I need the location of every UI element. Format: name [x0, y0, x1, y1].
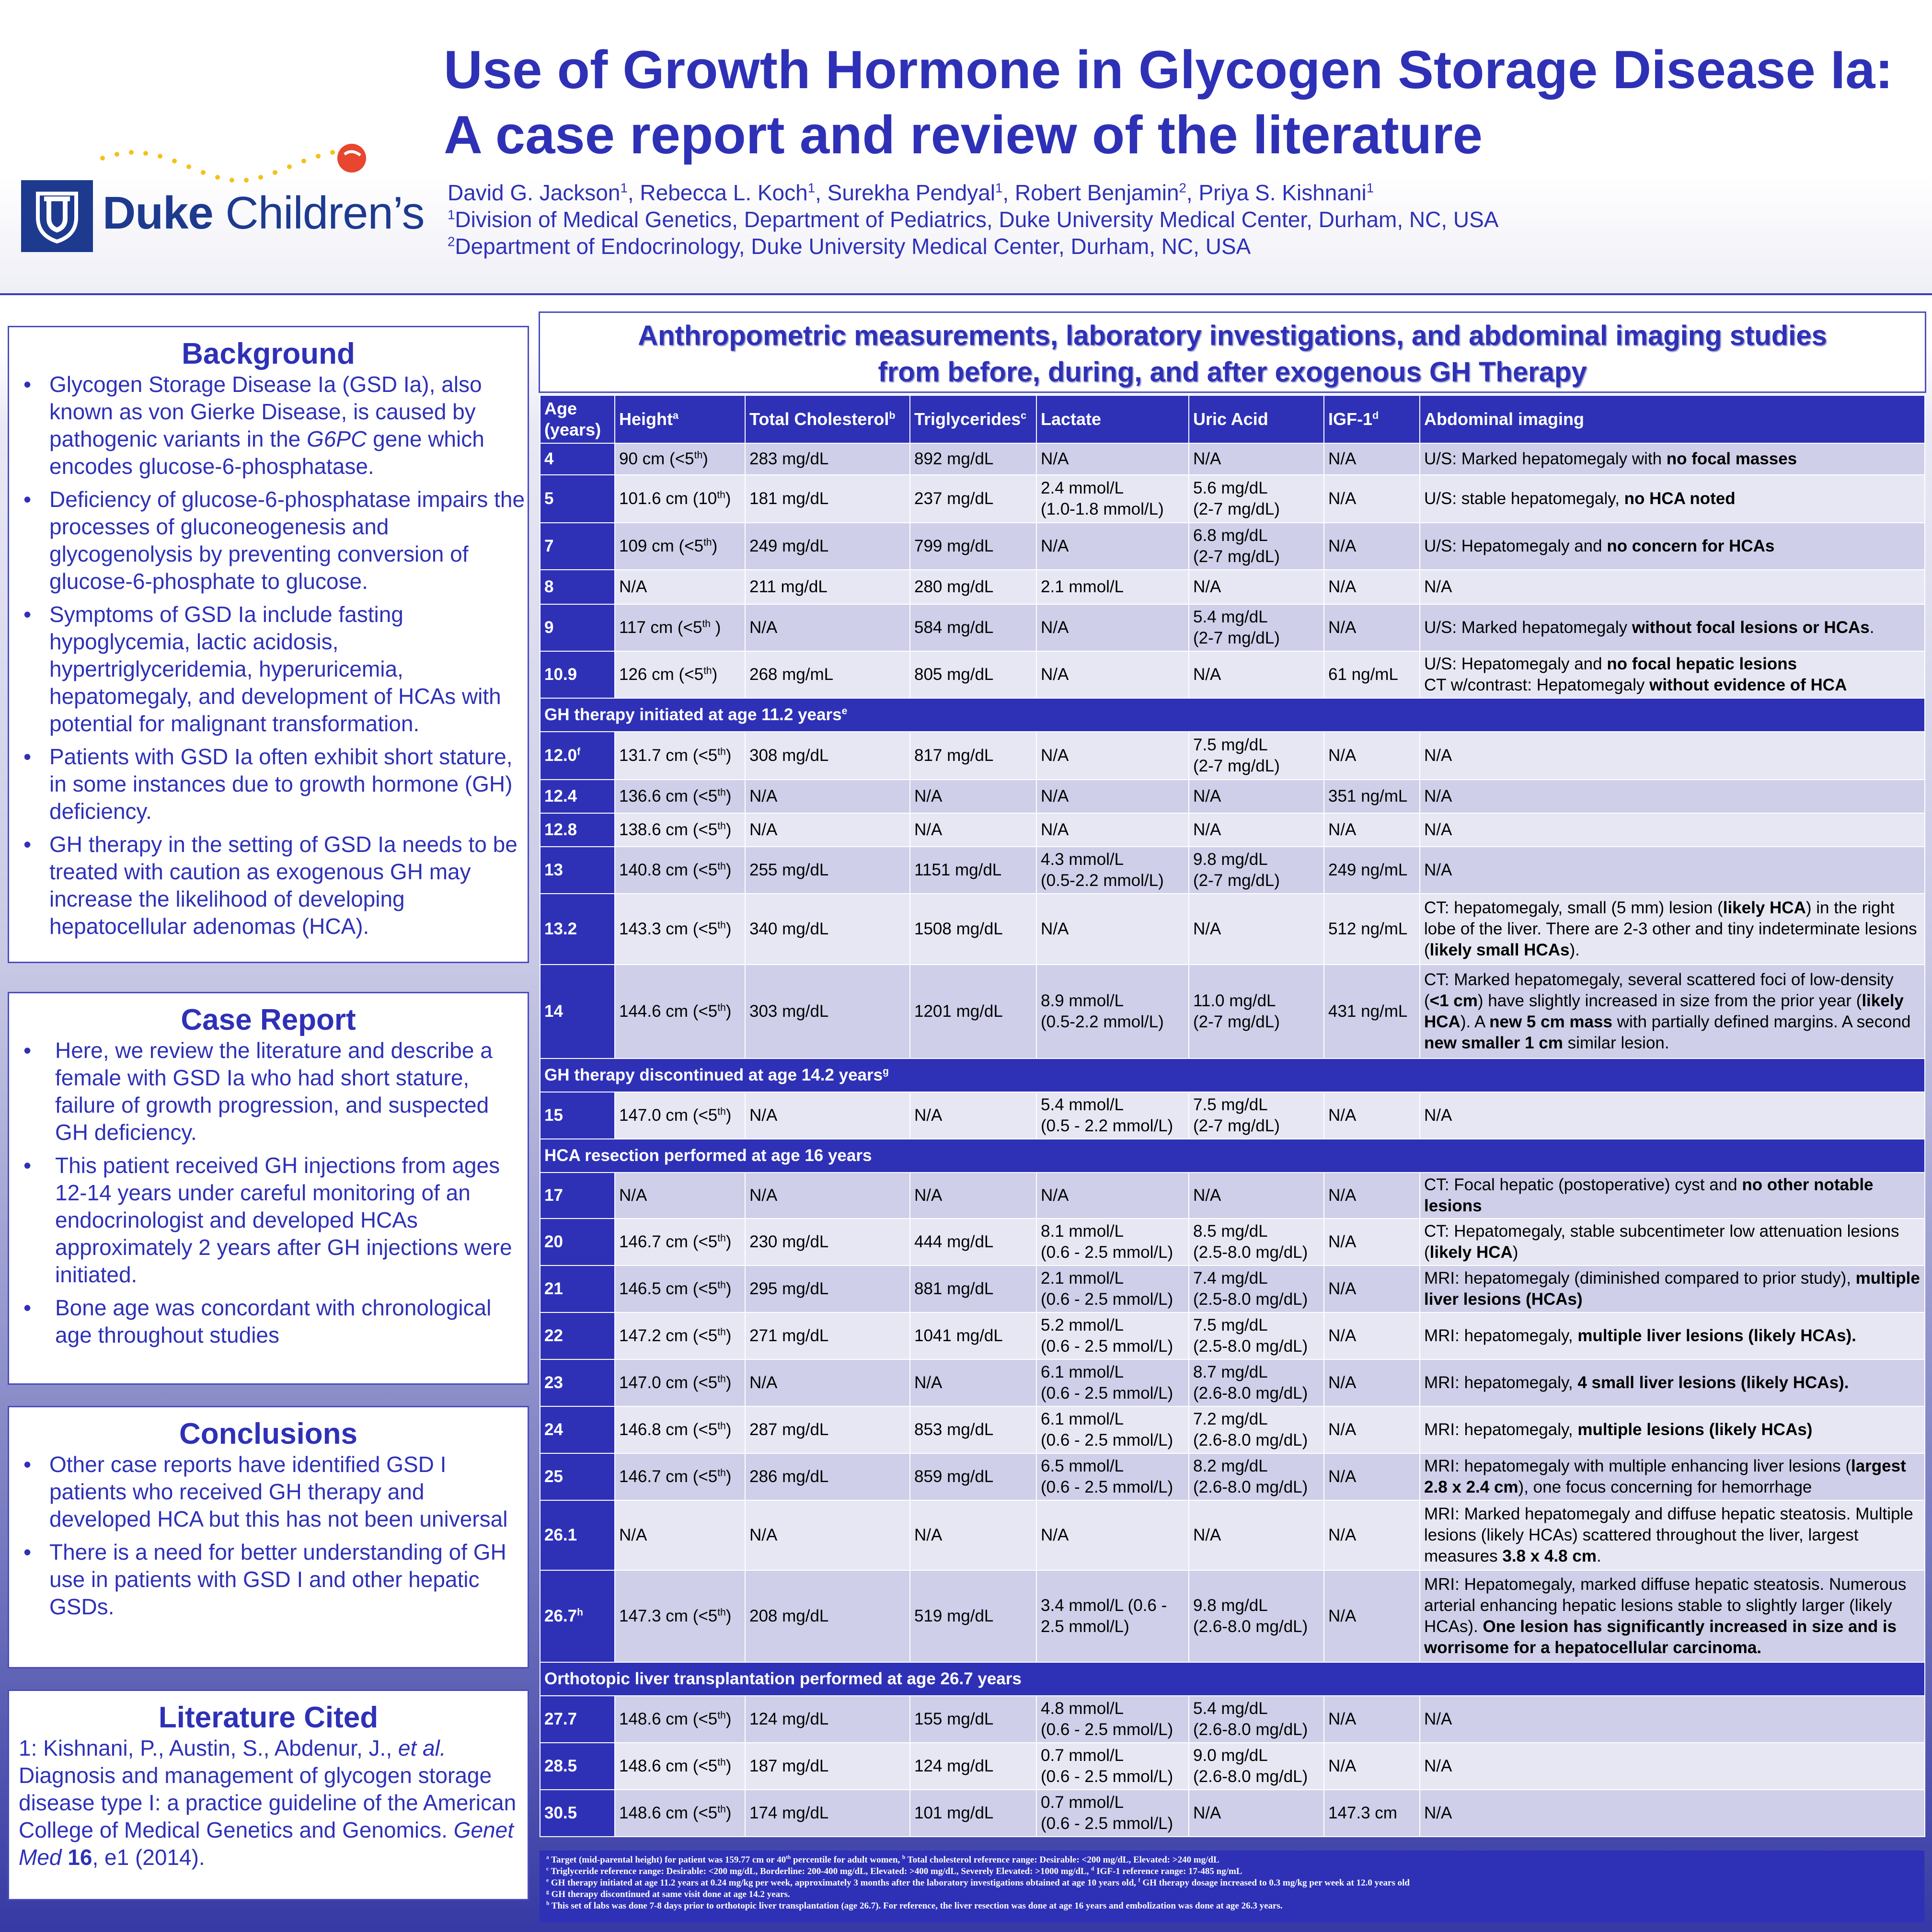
table-row: [540, 813, 1925, 847]
table-cell: GH therapy discontinued at age 14.2 years$^g$: [540, 1058, 1925, 1092]
table-cell: N/A: [1324, 732, 1420, 780]
table-cell: 817 mg/dL: [910, 732, 1036, 780]
table-cell: 131.7 cm (<5th): [615, 732, 745, 780]
table-cell: 431 ng/mL: [1324, 965, 1420, 1058]
table-cell: 126 cm (<5th): [615, 651, 745, 698]
table-cell: N/A: [1420, 813, 1925, 847]
table-cell: 9.0 mg/dL (2.6-8.0 mg/dL): [1189, 1743, 1324, 1790]
dotted-arc-icon: [98, 134, 376, 192]
literature-cited-section: [8, 1690, 529, 1900]
table-cell: CT: Marked hepatomegaly, several scattered foci of low-density (<1 cm) have slightly increased in size from the prior year (likely HCA). A new 5 cm mass with partially defined margins. A second new smaller 1 cm similar lesion.: [1420, 965, 1925, 1058]
table-cell: 7.5 mg/dL (2-7 mg/dL): [1189, 732, 1324, 780]
table-cell: 0.7 mmol/L (0.6 - 2.5 mmol/L): [1036, 1743, 1189, 1790]
list-item: • Here, we review the literature and describe a female with GSD Ia who had short stature, failure of growth progression, and suspected GH deficiency.: [9, 1037, 528, 1146]
table-cell: N/A: [1324, 813, 1420, 847]
footnote: $^g$ GH therapy discontinued at same visit done at age 14.2 years.: [546, 1889, 790, 1899]
table-cell: N/A: [910, 1500, 1036, 1570]
event-row: [540, 698, 1925, 732]
footnote: $^c$ Triglyceride reference range: Desirable: <200 mg/dL, Borderline: 200-400 mg/dL, Elevated: >400 mg/dL, Severely Elevated: >1000 mg/dL, $^d$ IGF-1 reference range: 17-485 ng/mL: [546, 1866, 1242, 1876]
table-cell: 295 mg/dL: [745, 1265, 910, 1312]
table-cell: 6.8 mg/dL (2-7 mg/dL): [1189, 523, 1324, 570]
table-cell: N/A: [1324, 1696, 1420, 1743]
table-cell: N/A: [1324, 523, 1420, 570]
table-cell: 21: [540, 1265, 615, 1312]
table-cell: N/A: [1324, 1406, 1420, 1453]
table-cell: 144.6 cm (<5th): [615, 965, 745, 1058]
table-cell: 23: [540, 1359, 615, 1406]
table-cell: N/A: [1036, 443, 1189, 475]
table-row: [540, 604, 1925, 651]
table-cell: 124 mg/dL: [910, 1743, 1036, 1790]
table-cell: 146.7 cm (<5th): [615, 1219, 745, 1265]
list-item: • Other case reports have identified GSD I patients who received GH therapy and developed HCA but this has not been universal: [9, 1451, 528, 1533]
table-cell: 4.8 mmol/L (0.6 - 2.5 mmol/L): [1036, 1696, 1189, 1743]
table-cell: N/A: [1189, 443, 1324, 475]
table-title: Anthropometric measurements, laboratory investigations, and abdominal imaging studies from before, during, and after exogenous GH Therapy: [539, 311, 1926, 393]
table-cell: N/A: [1324, 570, 1420, 604]
table-cell: 117 cm (<5th ): [615, 604, 745, 651]
table-cell: 249 ng/mL: [1324, 847, 1420, 894]
table-cell: 303 mg/dL: [745, 965, 910, 1058]
table-row: [540, 732, 1925, 780]
table-row: [540, 1570, 1925, 1662]
table-cell: 7.2 mg/dL (2.6-8.0 mg/dL): [1189, 1406, 1324, 1453]
table-cell: N/A: [910, 780, 1036, 813]
table-cell: U/S: Marked hepatomegaly without focal lesions or HCAs.: [1420, 604, 1925, 651]
table-cell: N/A: [1036, 1173, 1189, 1219]
table-cell: 101 mg/dL: [910, 1790, 1036, 1837]
table-cell: N/A: [1324, 443, 1420, 475]
table-row: [540, 1453, 1925, 1500]
table-cell: MRI: hepatomegaly, multiple liver lesions (likely HCAs).: [1420, 1312, 1925, 1359]
table-cell: N/A: [745, 1092, 910, 1139]
table-cell: MRI: hepatomegaly (diminished compared to prior study), multiple liver lesions (HCAs): [1420, 1265, 1925, 1312]
table-cell: 805 mg/dL: [910, 651, 1036, 698]
table-cell: 799 mg/dL: [910, 523, 1036, 570]
table-cell: N/A: [910, 1359, 1036, 1406]
table-cell: 0.7 mmol/L (0.6 - 2.5 mmol/L): [1036, 1790, 1189, 1837]
table-cell: 211 mg/dL: [745, 570, 910, 604]
table-cell: N/A: [1036, 813, 1189, 847]
poster-title: Use of Growth Hormone in Glycogen Storage Disease Ia: A case report and review of the literature: [444, 40, 1893, 165]
table-cell: N/A: [1324, 1092, 1420, 1139]
table-cell: MRI: hepatomegaly, multiple lesions (likely HCAs): [1420, 1406, 1925, 1453]
list-item: • Glycogen Storage Disease Ia (GSD Ia), also known as von Gierke Disease, is caused by pathogenic variants in the G6PC gene which encodes glucose-6-phosphatase.: [9, 371, 528, 480]
list-item: • GH therapy in the setting of GSD Ia needs to be treated with caution as exogenous GH may increase the likelihood of developing hepatocellular adenomas (HCA).: [9, 831, 528, 940]
table-cell: N/A: [1189, 1790, 1324, 1837]
section-heading: Conclusions: [179, 1417, 358, 1450]
table-cell: MRI: hepatomegaly with multiple enhancing liver lesions (largest 2.8 x 2.4 cm), one focus concerning for hemorrhage: [1420, 1453, 1925, 1500]
table-cell: 147.0 cm (<5th): [615, 1092, 745, 1139]
table-cell: 14: [540, 965, 615, 1058]
list-item: • Deficiency of glucose-6-phosphatase impairs the processes of gluconeogenesis and glycogenolysis by preventing conversion of glucose-6-phosphate to glucose.: [9, 486, 528, 595]
table-cell: N/A: [615, 570, 745, 604]
table-cell: 859 mg/dL: [910, 1453, 1036, 1500]
table-cell: N/A: [1324, 604, 1420, 651]
table-header-row: [540, 395, 1925, 443]
table-cell: N/A: [1324, 1219, 1420, 1265]
table-cell: 5.2 mmol/L (0.6 - 2.5 mmol/L): [1036, 1312, 1189, 1359]
table-cell: 5.4 mg/dL (2.6-8.0 mg/dL): [1189, 1696, 1324, 1743]
table-cell: 10.9: [540, 651, 615, 698]
table-footnotes: [540, 1851, 1924, 1922]
table-cell: 230 mg/dL: [745, 1219, 910, 1265]
logo-wordmark: Duke Children’s: [103, 187, 425, 239]
col-age: Age (years): [540, 395, 615, 443]
event-row: [540, 1058, 1925, 1092]
table-cell: N/A: [910, 1092, 1036, 1139]
table-cell: 340 mg/dL: [745, 894, 910, 965]
table-cell: MRI: Marked hepatomegaly and diffuse hepatic steatosis. Multiple lesions (likely HCAs) scattered throughout the liver, largest measures 3.8 x 4.8 cm.: [1420, 1500, 1925, 1570]
duke-childrens-logo: [21, 134, 425, 259]
table-cell: N/A: [1324, 1312, 1420, 1359]
table-cell: 8.7 mg/dL (2.6-8.0 mg/dL): [1189, 1359, 1324, 1406]
table-cell: 255 mg/dL: [745, 847, 910, 894]
table-cell: 5.6 mg/dL (2-7 mg/dL): [1189, 475, 1324, 523]
table-row: [540, 1500, 1925, 1570]
table-cell: 2.4 mmol/L (1.0-1.8 mmol/L): [1036, 475, 1189, 523]
table-cell: N/A: [1189, 894, 1324, 965]
table-row: [540, 1092, 1925, 1139]
table-cell: GH therapy initiated at age 11.2 years$^e$: [540, 698, 1925, 732]
table-cell: 136.6 cm (<5th): [615, 780, 745, 813]
table-cell: N/A: [745, 1500, 910, 1570]
table-cell: N/A: [745, 1359, 910, 1406]
table-row: [540, 1265, 1925, 1312]
table-cell: 187 mg/dL: [745, 1743, 910, 1790]
table-cell: 1508 mg/dL: [910, 894, 1036, 965]
table-cell: N/A: [745, 780, 910, 813]
table-cell: 90 cm (<5th): [615, 443, 745, 475]
table-cell: N/A: [615, 1173, 745, 1219]
table-cell: 155 mg/dL: [910, 1696, 1036, 1743]
poster-header: [0, 0, 1932, 295]
table-cell: 15: [540, 1092, 615, 1139]
table-cell: 6.1 mmol/L (0.6 - 2.5 mmol/L): [1036, 1406, 1189, 1453]
event-row: [540, 1662, 1925, 1696]
table-cell: N/A: [1036, 780, 1189, 813]
table-cell: 444 mg/dL: [910, 1219, 1036, 1265]
table-cell: N/A: [1420, 1696, 1925, 1743]
table-cell: 9.8 mg/dL (2-7 mg/dL): [1189, 847, 1324, 894]
table-cell: N/A: [1189, 651, 1324, 698]
table-cell: 124 mg/dL: [745, 1696, 910, 1743]
table-cell: CT: Hepatomegaly, stable subcentimeter low attenuation lesions (likely HCA): [1420, 1219, 1925, 1265]
table-cell: 146.5 cm (<5th): [615, 1265, 745, 1312]
table-cell: 146.7 cm (<5th): [615, 1453, 745, 1500]
table-cell: 237 mg/dL: [910, 475, 1036, 523]
col-uric-acid: Uric Acid: [1189, 395, 1324, 443]
table-cell: 7: [540, 523, 615, 570]
table-cell: 881 mg/dL: [910, 1265, 1036, 1312]
table-row: [540, 651, 1925, 698]
table-cell: 208 mg/dL: [745, 1570, 910, 1662]
table-cell: N/A: [745, 813, 910, 847]
table-cell: 249 mg/dL: [745, 523, 910, 570]
table-row: [540, 1173, 1925, 1219]
table-cell: N/A: [1036, 1500, 1189, 1570]
table-cell: 1041 mg/dL: [910, 1312, 1036, 1359]
table-cell: 13: [540, 847, 615, 894]
table-cell: N/A: [1036, 523, 1189, 570]
table-cell: 268 mg/mL: [745, 651, 910, 698]
table-cell: 147.2 cm (<5th): [615, 1312, 745, 1359]
footnote: $^a$ Target (mid-parental height) for patient was 159.77 cm or 40th percentile for adult women, $^b$ Total cholesterol reference range: Desirable: <200 mg/dL, Elevated: >240 mg/dL: [546, 1854, 1219, 1865]
table-cell: 148.6 cm (<5th): [615, 1790, 745, 1837]
table-cell: N/A: [1324, 1453, 1420, 1500]
table-cell: HCA resection performed at age 16 years: [540, 1139, 1925, 1173]
table-cell: 3.4 mmol/L (0.6 - 2.5 mmol/L): [1036, 1570, 1189, 1662]
table-cell: N/A: [1189, 1500, 1324, 1570]
table-row: [540, 780, 1925, 813]
table-cell: 7.5 mg/dL (2.5-8.0 mg/dL): [1189, 1312, 1324, 1359]
table-cell: MRI: hepatomegaly, 4 small liver lesions (likely HCAs).: [1420, 1359, 1925, 1406]
table-row: [540, 475, 1925, 523]
table-cell: 519 mg/dL: [910, 1570, 1036, 1662]
table-cell: 4: [540, 443, 615, 475]
section-heading: Case Report: [181, 1003, 356, 1036]
affiliation-1: $^1$Division of Medical Genetics, Department of Pediatrics, Duke University Medical Center, Durham, NC, USA: [448, 207, 1499, 232]
table-cell: 12.8: [540, 813, 615, 847]
table-cell: 12.0$^f$: [540, 732, 615, 780]
table-cell: 853 mg/dL: [910, 1406, 1036, 1453]
table-cell: N/A: [1036, 894, 1189, 965]
col-imaging: Abdominal imaging: [1420, 395, 1925, 443]
table-row: [540, 1406, 1925, 1453]
table-cell: U/S: stable hepatomegaly, no HCA noted: [1420, 475, 1925, 523]
table-cell: 148.6 cm (<5th): [615, 1743, 745, 1790]
table-cell: N/A: [1420, 1743, 1925, 1790]
table-cell: 5: [540, 475, 615, 523]
list-item: • Symptoms of GSD Ia include fasting hypoglycemia, lactic acidosis, hypertriglyceridemia, hyperuricemia, hepatomegaly, and development of HCAs with potential for malignant transformation.: [9, 601, 528, 737]
conclusions-section: [8, 1406, 529, 1668]
table-cell: 109 cm (<5th): [615, 523, 745, 570]
table-row: [540, 1743, 1925, 1790]
table-cell: 8.2 mg/dL (2.6-8.0 mg/dL): [1189, 1453, 1324, 1500]
section-heading: Background: [182, 337, 355, 370]
table-cell: 7.4 mg/dL (2.5-8.0 mg/dL): [1189, 1265, 1324, 1312]
table-cell: CT: Focal hepatic (postoperative) cyst and no other notable lesions: [1420, 1173, 1925, 1219]
table-row: [540, 1696, 1925, 1743]
list-item: • Patients with GSD Ia often exhibit short stature, in some instances due to growth hormone (GH) deficiency.: [9, 743, 528, 825]
table-cell: 7.5 mg/dL (2-7 mg/dL): [1189, 1092, 1324, 1139]
table-cell: 2.1 mmol/L (0.6 - 2.5 mmol/L): [1036, 1265, 1189, 1312]
table-cell: 9: [540, 604, 615, 651]
table-cell: 143.3 cm (<5th): [615, 894, 745, 965]
table-cell: 512 ng/mL: [1324, 894, 1420, 965]
table-cell: N/A: [1324, 1570, 1420, 1662]
table-cell: 6.1 mmol/L (0.6 - 2.5 mmol/L): [1036, 1359, 1189, 1406]
table-cell: 283 mg/dL: [745, 443, 910, 475]
table-cell: U/S: Hepatomegaly and no concern for HCAs: [1420, 523, 1925, 570]
table-cell: 140.8 cm (<5th): [615, 847, 745, 894]
table-cell: 101.6 cm (10th): [615, 475, 745, 523]
table-cell: 22: [540, 1312, 615, 1359]
event-row: [540, 1139, 1925, 1173]
table-cell: 5.4 mg/dL (2-7 mg/dL): [1189, 604, 1324, 651]
footnote: $^e$ GH therapy initiated at age 11.2 years at 0.24 mg/kg per week, approximately 3 months after the laboratory investigations obtained at age 10 years old, $^f$ GH therapy dosage increased to 0.3 mg/kg per week at 12.0 years old: [546, 1877, 1410, 1888]
table-cell: 24: [540, 1406, 615, 1453]
table-cell: 8.1 mmol/L (0.6 - 2.5 mmol/L): [1036, 1219, 1189, 1265]
table-row: [540, 1359, 1925, 1406]
table-row: [540, 894, 1925, 965]
table-cell: 25: [540, 1453, 615, 1500]
table-cell: 27.7: [540, 1696, 615, 1743]
table-row: [540, 1219, 1925, 1265]
table-row: [540, 1312, 1925, 1359]
table-cell: N/A: [1036, 604, 1189, 651]
table-cell: 892 mg/dL: [910, 443, 1036, 475]
measurements-table: [540, 395, 1925, 1837]
table-cell: N/A: [910, 813, 1036, 847]
table-cell: 26.1: [540, 1500, 615, 1570]
table-cell: 147.3 cm: [1324, 1790, 1420, 1837]
table-cell: 148.6 cm (<5th): [615, 1696, 745, 1743]
table-cell: N/A: [615, 1500, 745, 1570]
table-cell: 61 ng/mL: [1324, 651, 1420, 698]
table-cell: N/A: [1324, 1359, 1420, 1406]
table-cell: 147.3 cm (<5th): [615, 1570, 745, 1662]
col-height: Height$^a$: [615, 395, 745, 443]
table-cell: 30.5: [540, 1790, 615, 1837]
table-cell: N/A: [1420, 780, 1925, 813]
table-row: [540, 523, 1925, 570]
table-cell: N/A: [1324, 1265, 1420, 1312]
table-row: [540, 847, 1925, 894]
table-cell: MRI: Hepatomegaly, marked diffuse hepatic steatosis. Numerous arterial enhancing hepatic lesions stable to slightly larger (likely HCAs). One lesion has significantly increased in size and is worrisome for a hepatocellular carcinoma.: [1420, 1570, 1925, 1662]
col-cholesterol: Total Cholesterol$^b$: [745, 395, 910, 443]
table-cell: 286 mg/dL: [745, 1453, 910, 1500]
table-cell: 8: [540, 570, 615, 604]
section-heading: Literature Cited: [158, 1701, 379, 1734]
table-cell: N/A: [1420, 1790, 1925, 1837]
list-item: • This patient received GH injections from ages 12-14 years under careful monitoring of an endocrinologist and developed HCAs approximately 2 years after GH injections were initiated.: [9, 1152, 528, 1288]
table-cell: 5.4 mmol/L (0.5 - 2.2 mmol/L): [1036, 1092, 1189, 1139]
table-cell: 1201 mg/dL: [910, 965, 1036, 1058]
col-triglycerides: Triglycerides$^c$: [910, 395, 1036, 443]
table-cell: CT: hepatomegaly, small (5 mm) lesion (likely HCA) in the right lobe of the liver. There are 2-3 other and tiny indeterminate lesions (likely small HCAs).: [1420, 894, 1925, 965]
table-cell: 146.8 cm (<5th): [615, 1406, 745, 1453]
table-cell: N/A: [745, 1173, 910, 1219]
col-igf1: IGF-1$^d$: [1324, 395, 1420, 443]
table-cell: 584 mg/dL: [910, 604, 1036, 651]
table-row: [540, 965, 1925, 1058]
table-row: [540, 1790, 1925, 1837]
table-cell: 8.9 mmol/L (0.5-2.2 mmol/L): [1036, 965, 1189, 1058]
table-cell: 181 mg/dL: [745, 475, 910, 523]
table-cell: N/A: [1324, 475, 1420, 523]
table-cell: 138.6 cm (<5th): [615, 813, 745, 847]
table-cell: 4.3 mmol/L (0.5-2.2 mmol/L): [1036, 847, 1189, 894]
table-cell: N/A: [1420, 570, 1925, 604]
table-cell: 28.5: [540, 1743, 615, 1790]
table-cell: 308 mg/dL: [745, 732, 910, 780]
table-cell: 1151 mg/dL: [910, 847, 1036, 894]
case-report-section: [8, 992, 529, 1385]
background-section: [8, 326, 529, 963]
table-cell: Orthotopic liver transplantation performed at age 26.7 years: [540, 1662, 1925, 1696]
table-cell: N/A: [1324, 1743, 1420, 1790]
table-cell: 351 ng/mL: [1324, 780, 1420, 813]
table-cell: N/A: [1189, 813, 1324, 847]
table-cell: 280 mg/dL: [910, 570, 1036, 604]
author-block: [448, 179, 1885, 260]
table-cell: 13.2: [540, 894, 615, 965]
table-cell: 11.0 mg/dL (2-7 mg/dL): [1189, 965, 1324, 1058]
table-cell: N/A: [1324, 1173, 1420, 1219]
col-lactate: Lactate: [1036, 395, 1189, 443]
table-cell: 9.8 mg/dL (2.6-8.0 mg/dL): [1189, 1570, 1324, 1662]
table-cell: N/A: [1189, 570, 1324, 604]
table-cell: 287 mg/dL: [745, 1406, 910, 1453]
table-cell: N/A: [1324, 1500, 1420, 1570]
table-cell: 12.4: [540, 780, 615, 813]
table-cell: N/A: [1420, 1092, 1925, 1139]
table-cell: N/A: [1036, 732, 1189, 780]
citation: 1: Kishnani, P., Austin, S., Abdenur, J., et al. Diagnosis and management of glycogen storage disease type I: a practice guideline of the American College of Medical Genetics and Genomics. Genet Med 16, e1 (2014).: [19, 1736, 517, 1870]
table-cell: N/A: [1189, 1173, 1324, 1219]
duke-shield-icon: [21, 180, 93, 252]
table-cell: 6.5 mmol/L (0.6 - 2.5 mmol/L): [1036, 1453, 1189, 1500]
table-cell: N/A: [1036, 651, 1189, 698]
list-item: • Bone age was concordant with chronological age throughout studies: [9, 1294, 528, 1349]
table-cell: 26.7$^h$: [540, 1570, 615, 1662]
footnote: $^h$ This set of labs was done 7-8 days prior to orthotopic liver transplantation (age 26.7). For reference, the liver resection was done at age 16 years and embolization was done at age 26.3 years.: [546, 1900, 1283, 1911]
table-cell: N/A: [1420, 732, 1925, 780]
table-row: [540, 570, 1925, 604]
table-row: [540, 443, 1925, 475]
table-cell: N/A: [745, 604, 910, 651]
table-cell: 17: [540, 1173, 615, 1219]
table-cell: N/A: [1420, 847, 1925, 894]
table-cell: 147.0 cm (<5th): [615, 1359, 745, 1406]
table-cell: N/A: [910, 1173, 1036, 1219]
list-item: • There is a need for better understanding of GH use in patients with GSD I and other hepatic GSDs.: [9, 1539, 528, 1621]
affiliation-2: $^2$Department of Endocrinology, Duke University Medical Center, Durham, NC, USA: [448, 234, 1251, 259]
table-cell: 20: [540, 1219, 615, 1265]
table-cell: U/S: Hepatomegaly and no focal hepatic lesions CT w/contrast: Hepatomegaly without evidence of HCA: [1420, 651, 1925, 698]
author-list: David G. Jackson$^1$, Rebecca L. Koch$^1$, Surekha Pendyal$^1$, Robert Benjamin$^2$, Priya S. Kishnani$^1$: [448, 180, 1374, 205]
table-cell: 8.5 mg/dL (2.5-8.0 mg/dL): [1189, 1219, 1324, 1265]
table-cell: U/S: Marked hepatomegaly with no focal masses: [1420, 443, 1925, 475]
table-cell: 271 mg/dL: [745, 1312, 910, 1359]
table-cell: 2.1 mmol/L: [1036, 570, 1189, 604]
table-cell: 174 mg/dL: [745, 1790, 910, 1837]
table-cell: N/A: [1189, 780, 1324, 813]
